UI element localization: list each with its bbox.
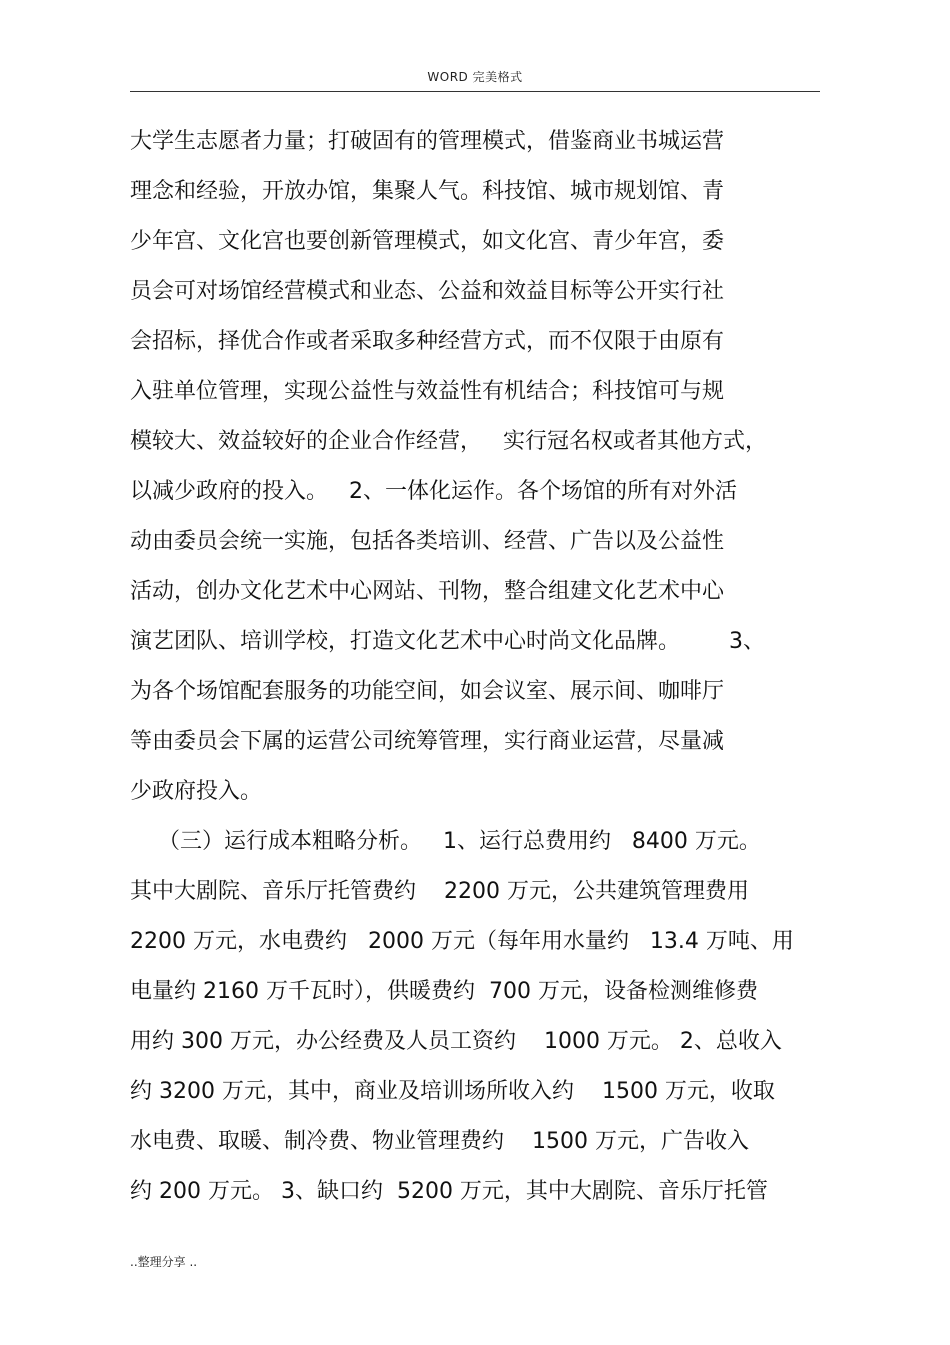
- paragraph-line: 演艺团队、培训学校，打造文化艺术中心时尚文化品牌。 3、: [130, 629, 765, 654]
- paragraph-line: 等由委员会下属的运营公司统筹管理，实行商业运营，尽量减: [130, 729, 725, 754]
- page-header: WORD 完美格式: [427, 70, 523, 84]
- paragraph-line: （三）运行成本粗略分析。 1、运行总费用约 8400 万元。: [130, 829, 761, 854]
- paragraph-line: 员会可对场馆经营模式和业态、公益和效益目标等公开实行社: [130, 279, 725, 304]
- paragraph-line: 大学生志愿者力量；打破固有的管理模式，借鉴商业书城运营: [130, 129, 725, 154]
- paragraph-line: 约 200 万元。 3、缺口约 5200 万元，其中大剧院、音乐厅托管: [130, 1179, 768, 1204]
- paragraph-line: 动由委员会统一实施，包括各类培训、经营、广告以及公益性: [130, 529, 725, 554]
- paragraph-line: 入驻单位管理，实现公益性与效益性有机结合；科技馆可与规: [130, 379, 725, 404]
- paragraph-line: 模较大、效益较好的企业合作经营， 实行冠名权或者其他方式，: [130, 429, 767, 454]
- paragraph-line: 为各个场馆配套服务的功能空间，如会议室、展示间、咖啡厅: [130, 679, 725, 704]
- paragraph-line: 少年宫、文化宫也要创新管理模式，如文化宫、青少年宫，委: [130, 229, 725, 254]
- paragraph-line: 约 3200 万元，其中，商业及培训场所收入约 1500 万元，收取: [130, 1079, 775, 1104]
- header-divider: [130, 91, 820, 92]
- paragraph-line: 2200 万元，水电费约 2000 万元（每年用水量约 13.4 万吨、用: [130, 929, 794, 954]
- paragraph-line: 电量约 2160 万千瓦时），供暖费约 700 万元，设备检测维修费: [130, 979, 758, 1004]
- paragraph-line: 活动，创办文化艺术中心网站、刊物，整合组建文化艺术中心: [130, 579, 725, 604]
- paragraph-line: 用约 300 万元，办公经费及人员工资约 1000 万元。 2、总收入: [130, 1029, 782, 1054]
- page-footer: ..整理分享 ..: [130, 1255, 198, 1269]
- paragraph-line: 理念和经验，开放办馆，集聚人气。科技馆、城市规划馆、青: [130, 179, 725, 204]
- paragraph-line: 会招标，择优合作或者采取多种经营方式，而不仅限于由原有: [130, 329, 725, 354]
- paragraph-line: 水电费、取暖、制冷费、物业管理费约 1500 万元，广告收入: [130, 1129, 749, 1154]
- paragraph-line: 少政府投入。: [130, 779, 263, 804]
- paragraph-line: 以减少政府的投入。 2、一体化运作。各个场馆的所有对外活: [130, 479, 737, 504]
- paragraph-line: 其中大剧院、音乐厅托管费约 2200 万元，公共建筑管理费用: [130, 879, 749, 904]
